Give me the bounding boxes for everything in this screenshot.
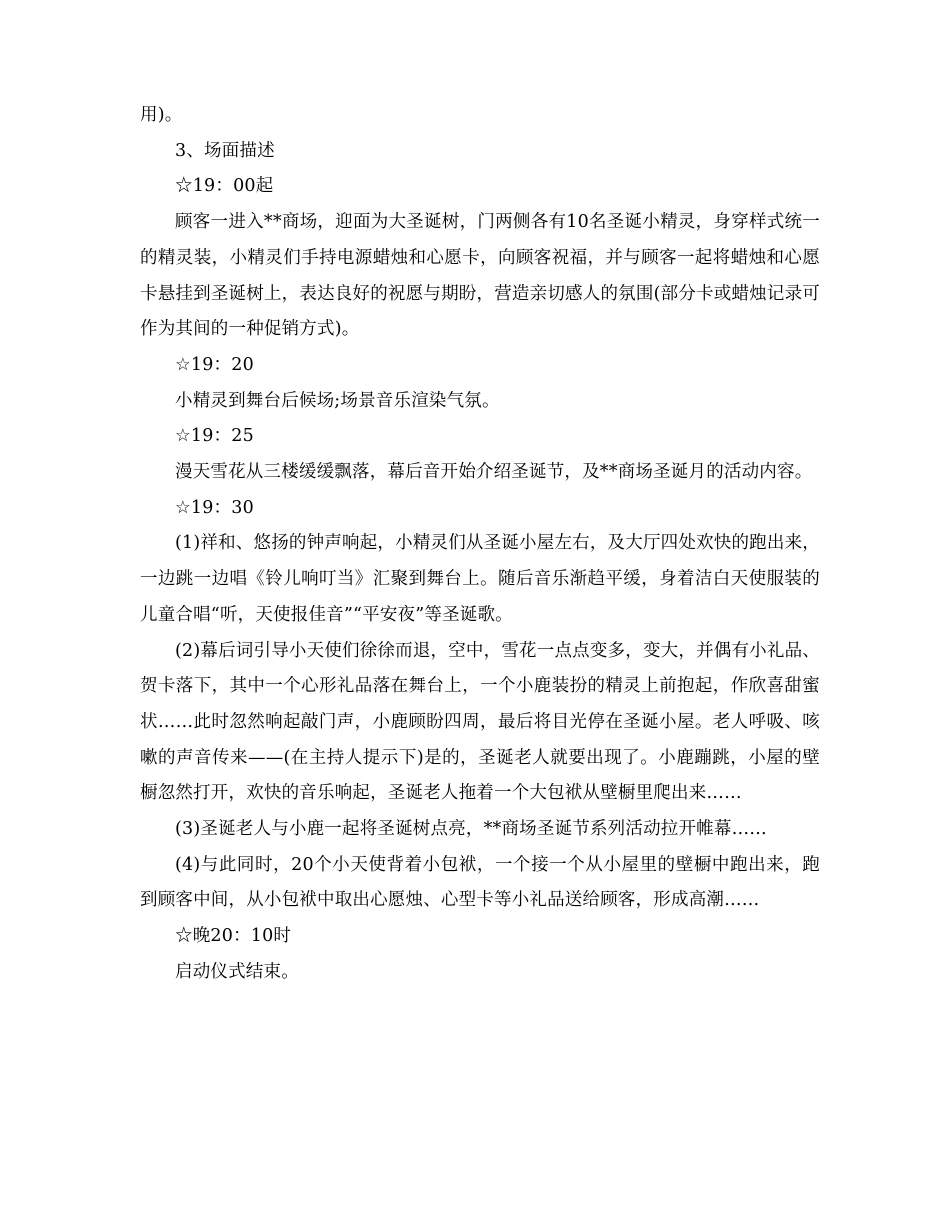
time-marker-1930: ☆19：30 [175, 497, 254, 518]
paragraph-continuation: 用)。 [140, 105, 183, 125]
document-body [140, 98, 820, 991]
paragraph-step-3: (3)圣诞老人与小鹿一起将圣诞树点亮，**商场圣诞节系列活动拉开帷幕…… [175, 819, 767, 840]
paragraph-step-1: (1)祥和、悠扬的钟声响起，小精灵们从圣诞小屋左右，及大厅四处欢快的跑出来，一边跳一边唱《铃儿响叮当》汇聚到舞台上。随后音乐渐趋平缓，身着洁白天使服装的儿童合唱“听，天使报佳音”“平安夜”等圣诞歌。 [140, 533, 820, 625]
paragraph-step-2: (2)幕后词引导小天使们徐徐而退，空中，雪花一点点变多，变大，并偶有小礼品、贺卡落下，其中一个心形礼品落在舞台上，一个小鹿装扮的精灵上前抱起，作欣喜甜蜜状……此时忽然响起敲门声，小鹿顾盼四周，最后将目光停在圣诞小屋。老人呼吸、咳嗽的声音传来——(在主持人提示下)是的，圣诞老人就要出现了。小鹿蹦跳，小屋的壁橱忽然打开，欢快的音乐响起，圣诞老人拖着一个大包袱从壁橱里爬出来…… [140, 640, 820, 804]
paragraph-snowfall: 漫天雪花从三楼缓缓飘落，幕后音开始介绍圣诞节，及**商场圣诞月的活动内容。 [175, 462, 813, 483]
paragraph-elves-standby: 小精灵到舞台后候场;场景音乐渲染气氛。 [175, 390, 500, 411]
time-marker-1900: ☆19：00起 [175, 176, 274, 197]
time-marker-1925: ☆19：25 [175, 426, 254, 447]
paragraph-step-4: (4)与此同时，20个小天使背着小包袱，一个接一个从小屋里的壁橱中跑出来，跑到顾客中间，从小包袱中取出心愿烛、心型卡等小礼品送给顾客，形成高潮…… [140, 854, 820, 911]
time-marker-1920: ☆19：20 [175, 354, 254, 375]
paragraph-customer-entry: 顾客一进入**商场，迎面为大圣诞树，门两侧各有10名圣诞小精灵，身穿样式统一的精灵装，小精灵们手持电源蜡烛和心愿卡，向顾客祝福，并与顾客一起将蜡烛和心愿卡悬挂到圣诞树上，表达良好的祝愿与期盼，营造亲切感人的氛围(部分卡或蜡烛记录可作为其间的一种促销方式)。 [140, 212, 820, 340]
paragraph-ceremony-end: 启动仪式结束。 [175, 961, 299, 982]
section-heading-scene-description: 3、场面描述 [175, 140, 275, 161]
time-marker-2010: ☆晚20：10时 [175, 926, 292, 947]
